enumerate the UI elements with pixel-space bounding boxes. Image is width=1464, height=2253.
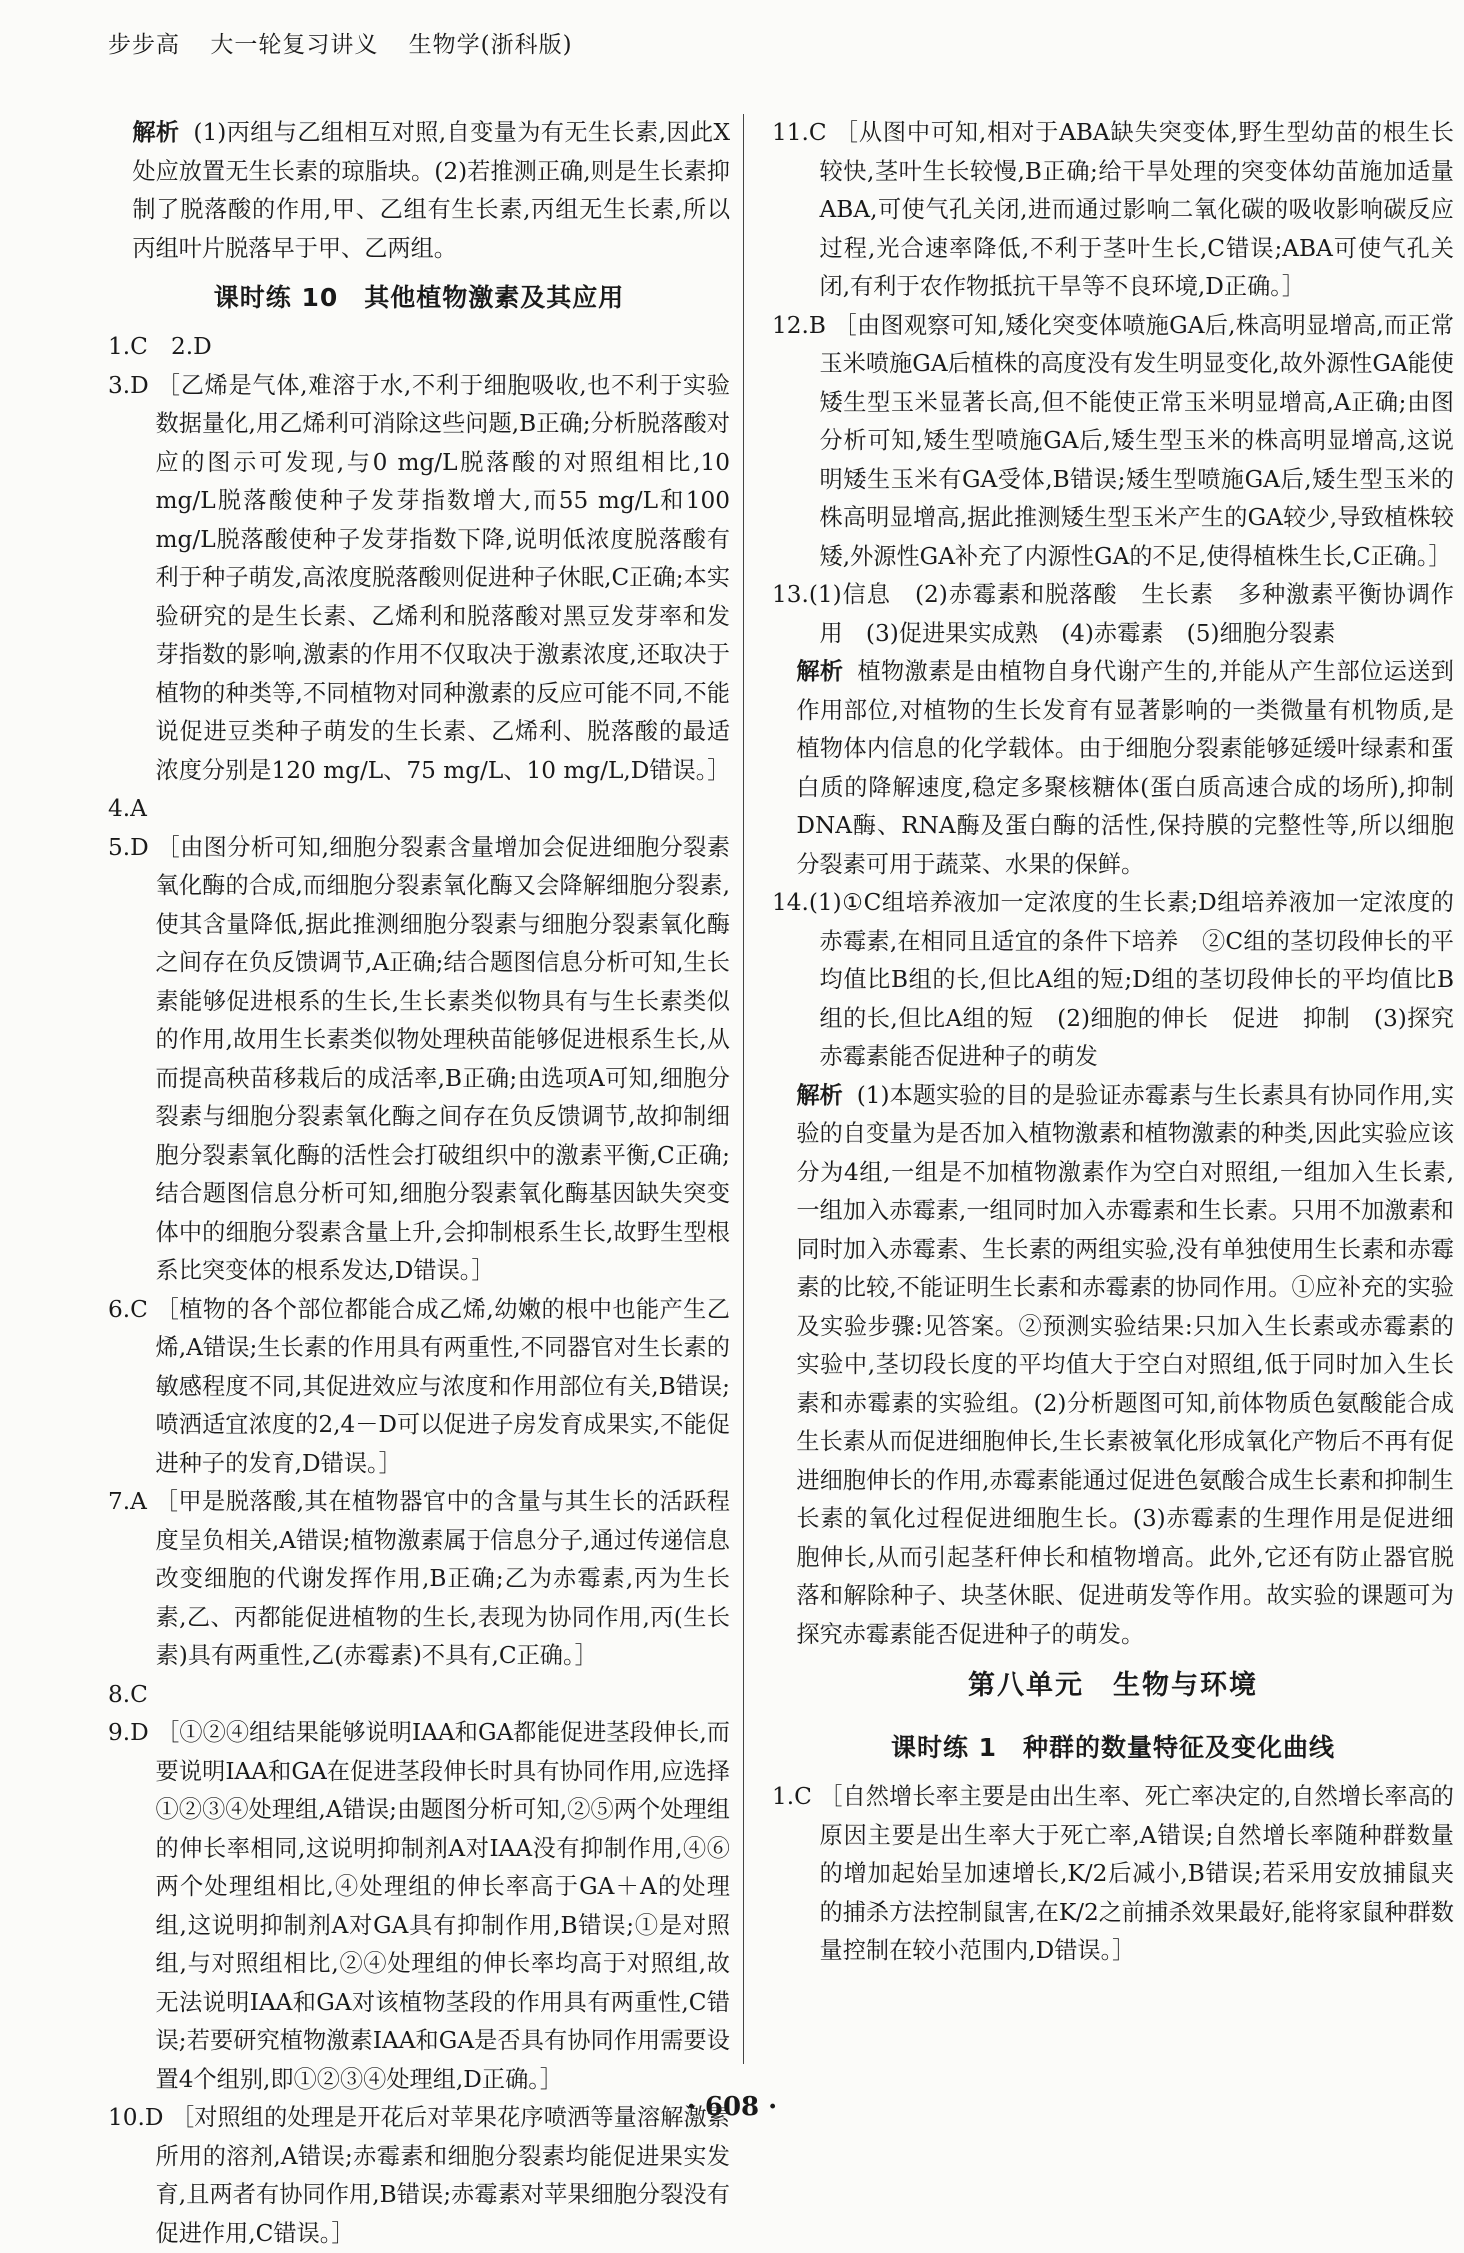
unit-answer-1: 1.C ［自然增长率主要是由出生率、死亡率决定的,自然增长率高的原因主要是出生率大于死亡率,A错误;自然增长率随种群数量的增加起始呈加速增长,K/2后减小,B错误;若采用安放捕鼠夹的捕杀方法控制鼠害,在K/2之前捕杀效果最好,能将家鼠种群数量控制在较小范围内,D错误。］ xyxy=(772,1783,1454,1964)
page-header xyxy=(108,26,595,59)
header-series: 大一轮复习讲义 xyxy=(210,32,379,58)
answer-13: 13.(1)信息 (2)赤霉素和脱落酸 生长素 多种激素平衡协调作用 (3)促进果实成熟 (4)赤霉素 (5)细胞分裂素 xyxy=(772,581,1454,647)
q13-expl-text: 植物激素是由植物自身代谢产生的,并能从产生部位运送到作用部位,对植物的生长发育有显著影响的一类微量有机物质,是植物体内信息的化学载体。由于细胞分裂素能够延缓叶绿素和蛋白质的降解速度,稳定多聚核糖体(蛋白质高速合成的场所),抑制DNA酶、RNA酶及蛋白酶的活性,保持膜的完整性等,所以细胞分裂素可用于蔬菜、水果的保鲜。 xyxy=(796,658,1454,878)
unit-title: 第八单元 生物与环境 xyxy=(968,1670,1258,1701)
answer-13-explanation xyxy=(772,653,1454,884)
answer-14: 14.(1)①C组培养液加一定浓度的生长素;D组培养液加一定浓度的赤霉素,在相同且适宜的条件下培养 ②C组的茎切段伸长的平均值比B组的长,但比A组的短;D组的茎切段伸长的平均值比B组的长,但比A组的短 (2)细胞的伸长 促进 抑制 (3)探究赤霉素能否促进种子的萌发 xyxy=(772,889,1454,1070)
answer-4: 4.A xyxy=(108,795,147,822)
answer-6: 6.C ［植物的各个部位都能合成乙烯,幼嫩的根中也能产生乙烯,A错误;生长素的作用具有两重性,不同器官对生长素的敏感程度不同,其促进效应与浓度和作用部位有关,B错误;喷洒适宜浓度的2,4－D可以促进子房发育成果实,不能促进种子的发育,D错误。］ xyxy=(108,1295,730,1477)
q14-label: 解析 xyxy=(796,1081,843,1109)
answer-5: 5.D ［由图分析可知,细胞分裂素含量增加会促进细胞分裂素氧化酶的合成,而细胞分裂素氧化酶又会降解细胞分裂素,使其含量降低,据此推测细胞分裂素与细胞分裂素氧化酶之间存在负反馈调节,A正确;结合题图信息分析可知,生长素能够促进根系的生长,生长素类似物具有与生长素类似的作用,故用生长素类似物处理秧苗能够促进根系生长,从而提高秧苗移栽后的成活率,B正确;由选项A可知,细胞分裂素与细胞分裂素氧化酶之间存在负反馈调节,故抑制细胞分裂素氧化酶的活性会打破组织中的激素平衡,C正确;结合题图信息分析可知,细胞分裂素氧化酶基因缺失突变体中的细胞分裂素含量上升,会抑制根系生长,故野生型根系比突变体的根系发达,D错误。］ xyxy=(108,833,730,1284)
page-number: · 608 · xyxy=(686,2092,778,2122)
intro-label: 解析 xyxy=(132,119,180,146)
intro-explanation xyxy=(108,114,730,268)
section-title-10: 课时练 10 其他植物激素及其应用 xyxy=(213,283,625,312)
answer-9: 9.D ［①②④组结果能够说明IAA和GA都能促进茎段伸长,而要说明IAA和GA在促进茎段伸长时具有协同作用,应选择①②③④处理组,A错误;由题图分析可知,②⑤两个处理组的伸长率相同,这说明抑制剂A对IAA没有抑制作用,④⑥两个处理组相比,④处理组的伸长率高于GA＋A的处理组,这说明抑制剂A对GA具有抑制作用,B错误;①是对照组,与对照组相比,②④处理组的伸长率均高于对照组,故无法说明IAA和GA对该植物茎段的作用具有两重性,C错误;若要研究植物激素IAA和GA是否具有协同作用需要设置4个组别,即①②③④处理组,D正确。］ xyxy=(108,1719,730,2093)
answer-12: 12.B ［由图观察可知,矮化突变体喷施GA后,株高明显增高,而正常玉米喷施GA后植株的高度没有发生明显变化,故外源性GA能使矮生型玉米显著长高,但不能使正常玉米明显增高,A正确;由图分析可知,矮生型喷施GA后,矮生型玉米的株高明显增高,这说明矮生玉米有GA受体,B错误;矮生型喷施GA后,矮生型玉米的株高明显增高,据此推测矮生型玉米产生的GA较少,导致植株较矮,外源性GA补充了内源性GA的不足,使得植株生长,C正确。］ xyxy=(772,311,1454,570)
section-title-1: 课时练 1 种群的数量特征及变化曲线 xyxy=(890,1733,1336,1762)
header-subject: 生物学(浙科版) xyxy=(408,32,573,58)
right-column xyxy=(772,114,1454,1971)
answer-7: 7.A ［甲是脱落酸,其在植物器官中的含量与其生长的活跃程度呈负相关,A错误;植物激素属于信息分子,通过传递信息改变细胞的代谢发挥作用,B正确;乙为赤霉素,丙为生长素,乙、丙都能促进植物的生长,表现为协同作用,丙(生长素)具有两重性,乙(赤霉素)不具有,C正确。］ xyxy=(108,1488,730,1669)
answer-1-2: 1.C 2.D xyxy=(108,333,212,360)
q13-label: 解析 xyxy=(796,658,844,685)
answer-3: 3.D ［乙烯是气体,难溶于水,不利于细胞吸收,也不利于实验数据量化,用乙烯利可消除这些问题,B正确;分析脱落酸对应的图示可发现,与0 mg/L脱落酸的对照组相比,10 mg/L脱落酸使种子发芽指数增大,而55 mg/L和100 mg/L脱落酸使种子发芽指数下降,说明低浓度脱落酸有利于种子萌发,高浓度脱落酸则促进种子休眠,C正确;本实验研究的是生长素、乙烯利和脱落酸对黑豆发芽率和发芽指数的影响,激素的作用不仅取决于激素浓度,还取决于植物的种类等,不同植物对同种激素的反应可能不同,不能说促进豆类种子萌发的生长素、乙烯利、脱落酸的最适浓度分别是120 mg/L、75 mg/L、10 mg/L,D错误。］ xyxy=(108,371,731,784)
answer-11: 11.C ［从图中可知,相对于ABA缺失突变体,野生型幼苗的根生长较快,茎叶生长较慢,B正确;给干旱处理的突变体幼苗施加适量ABA,可使气孔关闭,进而通过影响二氧化碳的吸收影响碳反应过程,光合速率降低,不利于茎叶生长,C错误;ABA可使气孔关闭,有利于农作物抵抗干旱等不良环境,D正确。］ xyxy=(772,119,1454,300)
answer-8: 8.C xyxy=(108,1680,148,1708)
left-column xyxy=(108,114,730,2253)
intro-text: (1)丙组与乙组相互对照,自变量为有无生长素,因此X处应放置无生长素的琼脂块。(2)若推测正确,则是生长素抑制了脱落酸的作用,甲、乙组有生长素,丙组无生长素,所以丙组叶片脱落早于甲、乙两组。 xyxy=(132,119,731,262)
answer-10: 10.D ［对照组的处理是开花后对苹果花序喷洒等量溶解激素所用的溶剂,A错误;赤霉素和细胞分裂素均能促进果实发育,且两者有协同作用,B错误;赤霉素对苹果细胞分裂没有促进作用,C错误。］ xyxy=(108,2104,730,2247)
column-divider xyxy=(743,114,744,2064)
q14-expl-text: (1)本题实验的目的是验证赤霉素与生长素具有协同作用,实验的自变量为是否加入植物激素和植物激素的种类,因此实验应该分为4组,一组是不加植物激素作为空白对照组,一组加入生长素,一组加入赤霉素,一组同时加入赤霉素和生长素。只用不加激素和同时加入赤霉素、生长素的两组实验,没有单独使用生长素和赤霉素的比较,不能证明生长素和赤霉素的协同作用。①应补充的实验及实验步骤:见答案。②预测实验结果:只加入生长素或赤霉素的实验中,茎切段长度的平均值大于空白对照组,低于同时加入生长素和赤霉素的实验组。(2)分析题图可知,前体物质色氨酸能合成生长素从而促进细胞伸长,生长素被氧化形成氧化产物后不再有促进细胞伸长的作用,赤霉素能通过促进色氨酸合成生长素和抑制生长素的氧化过程促进细胞生长。(3)赤霉素的生理作用是促进细胞伸长,从而引起茎秆伸长和植物增高。此外,它还有防止器官脱落和解除种子、块茎休眠、促进萌发等作用。故实验的课题可为探究赤霉素能否促进种子的萌发。 xyxy=(796,1081,1455,1648)
answer-14-explanation xyxy=(772,1077,1454,1655)
header-brand: 步步高 xyxy=(108,32,180,58)
